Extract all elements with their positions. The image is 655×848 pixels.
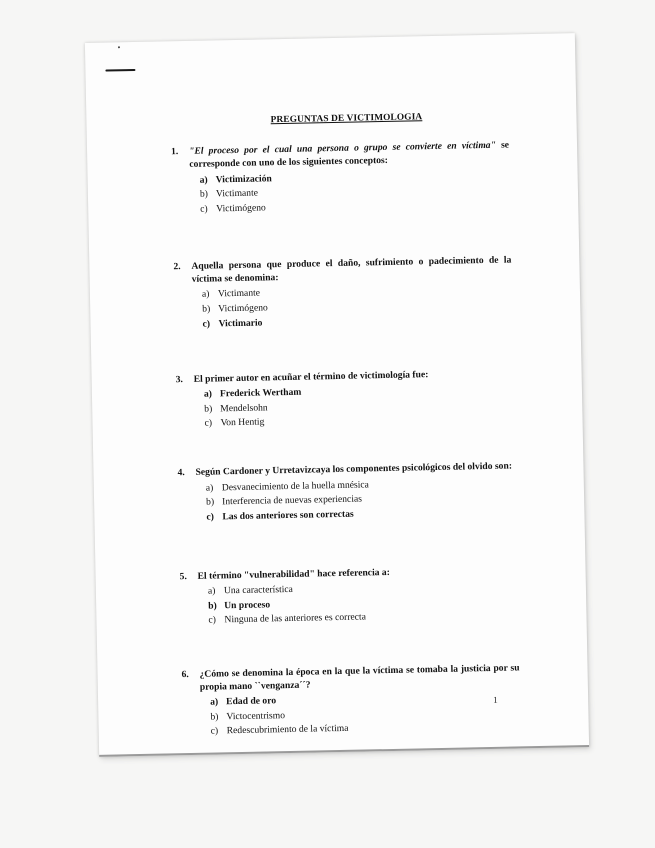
question-number: 4.: [177, 467, 185, 479]
options-list: [178, 475, 517, 524]
question-5: [179, 563, 518, 627]
options-list: [172, 167, 511, 216]
options-list: [180, 579, 519, 628]
option-letter: b): [199, 188, 209, 200]
question-number: 1.: [170, 146, 179, 158]
question-quote: "El proceso por el cual una persona o grupo se convierte en víctima": [188, 139, 496, 158]
page-number: 1: [493, 694, 498, 705]
option-text: Mendelsohn: [220, 401, 268, 414]
question-number: 3.: [175, 373, 183, 386]
option-text: Victimización: [215, 172, 272, 186]
document-title: PREGUNTAS DE VICTIMOLOGIA: [270, 112, 423, 126]
option-text: Un proceso: [224, 599, 271, 612]
option-text: Victimario: [218, 317, 263, 329]
option-text: Redescubrimiento de la víctima: [226, 723, 349, 737]
question-stem: [173, 253, 511, 286]
option-letter: b): [202, 303, 211, 315]
option-text: Victimógeno: [216, 202, 266, 215]
option-text: Interferencia de nuevas experiencias: [222, 493, 363, 508]
question-text: Según Cardoner y Urretavizcaya los componentes psicológicos del olvido son:: [195, 460, 513, 479]
option-letter: c): [208, 614, 217, 626]
question-4: [177, 460, 516, 524]
option-letter: c): [204, 417, 213, 429]
question-3: [176, 366, 515, 430]
option-letter: a): [207, 585, 216, 597]
question-stem: [181, 661, 519, 694]
option-letter: c): [200, 203, 208, 215]
question-6: [181, 661, 520, 739]
document-page: [85, 33, 589, 757]
question-text: El primer autor en acuñar el término de victimología fue:: [193, 368, 429, 385]
option-letter: a): [199, 174, 208, 186]
option-text: Ninguna de las anteriores es correcta: [224, 611, 367, 626]
question-stem: [171, 139, 509, 172]
option-text: Von Hentig: [220, 416, 265, 429]
speck-mark: [118, 46, 120, 48]
option-text: Victocentrismo: [226, 709, 286, 722]
question-number: 2.: [173, 261, 181, 273]
option-text: Desvanecimiento de la huella mnésica: [221, 478, 369, 493]
option-letter: c): [210, 725, 219, 737]
option-text: Victimante: [215, 187, 259, 200]
option-text: Victimógeno: [218, 302, 268, 315]
question-number: 5.: [179, 571, 187, 583]
option-text: Las dos anteriores son correctas: [222, 508, 354, 523]
question-2: [173, 253, 512, 331]
option-text: Victimante: [217, 287, 261, 300]
option-letter: b): [210, 711, 219, 723]
option-text: Una característica: [223, 584, 293, 597]
staple-mark: [105, 69, 135, 72]
options-list: [174, 282, 513, 331]
option-letter: a): [201, 288, 210, 301]
option-text: Frederick Wertham: [219, 386, 302, 400]
options-list: [176, 381, 515, 430]
option-letter: a): [203, 388, 213, 400]
option-letter: a): [205, 482, 214, 494]
question-number: 6.: [181, 668, 189, 680]
option-text: Edad de oro: [226, 695, 277, 708]
option-letter: a): [210, 696, 219, 708]
options-list: [182, 689, 521, 738]
document-body: [170, 110, 520, 740]
option-letter: c): [206, 511, 214, 523]
question-text: El término "vulnerabilidad" hace referencia a:: [197, 566, 390, 582]
option-letter: c): [202, 318, 211, 330]
question-text: ¿Cómo se denomina la época en la que la víctima se tomaba la justicia por su propia mano ``venganza´´?: [199, 661, 520, 693]
question-text-rest: se corresponde con uno de los siguientes conceptos:: [189, 139, 510, 171]
question-text: [189, 139, 509, 172]
option-letter: b): [208, 600, 217, 612]
question-text: Aquella persona que produce el daño, sufrimiento o padecimiento de la víctima se denomina:: [191, 254, 512, 286]
option-letter: b): [206, 496, 215, 508]
question-1: [171, 139, 510, 217]
option-letter: b): [204, 403, 213, 415]
